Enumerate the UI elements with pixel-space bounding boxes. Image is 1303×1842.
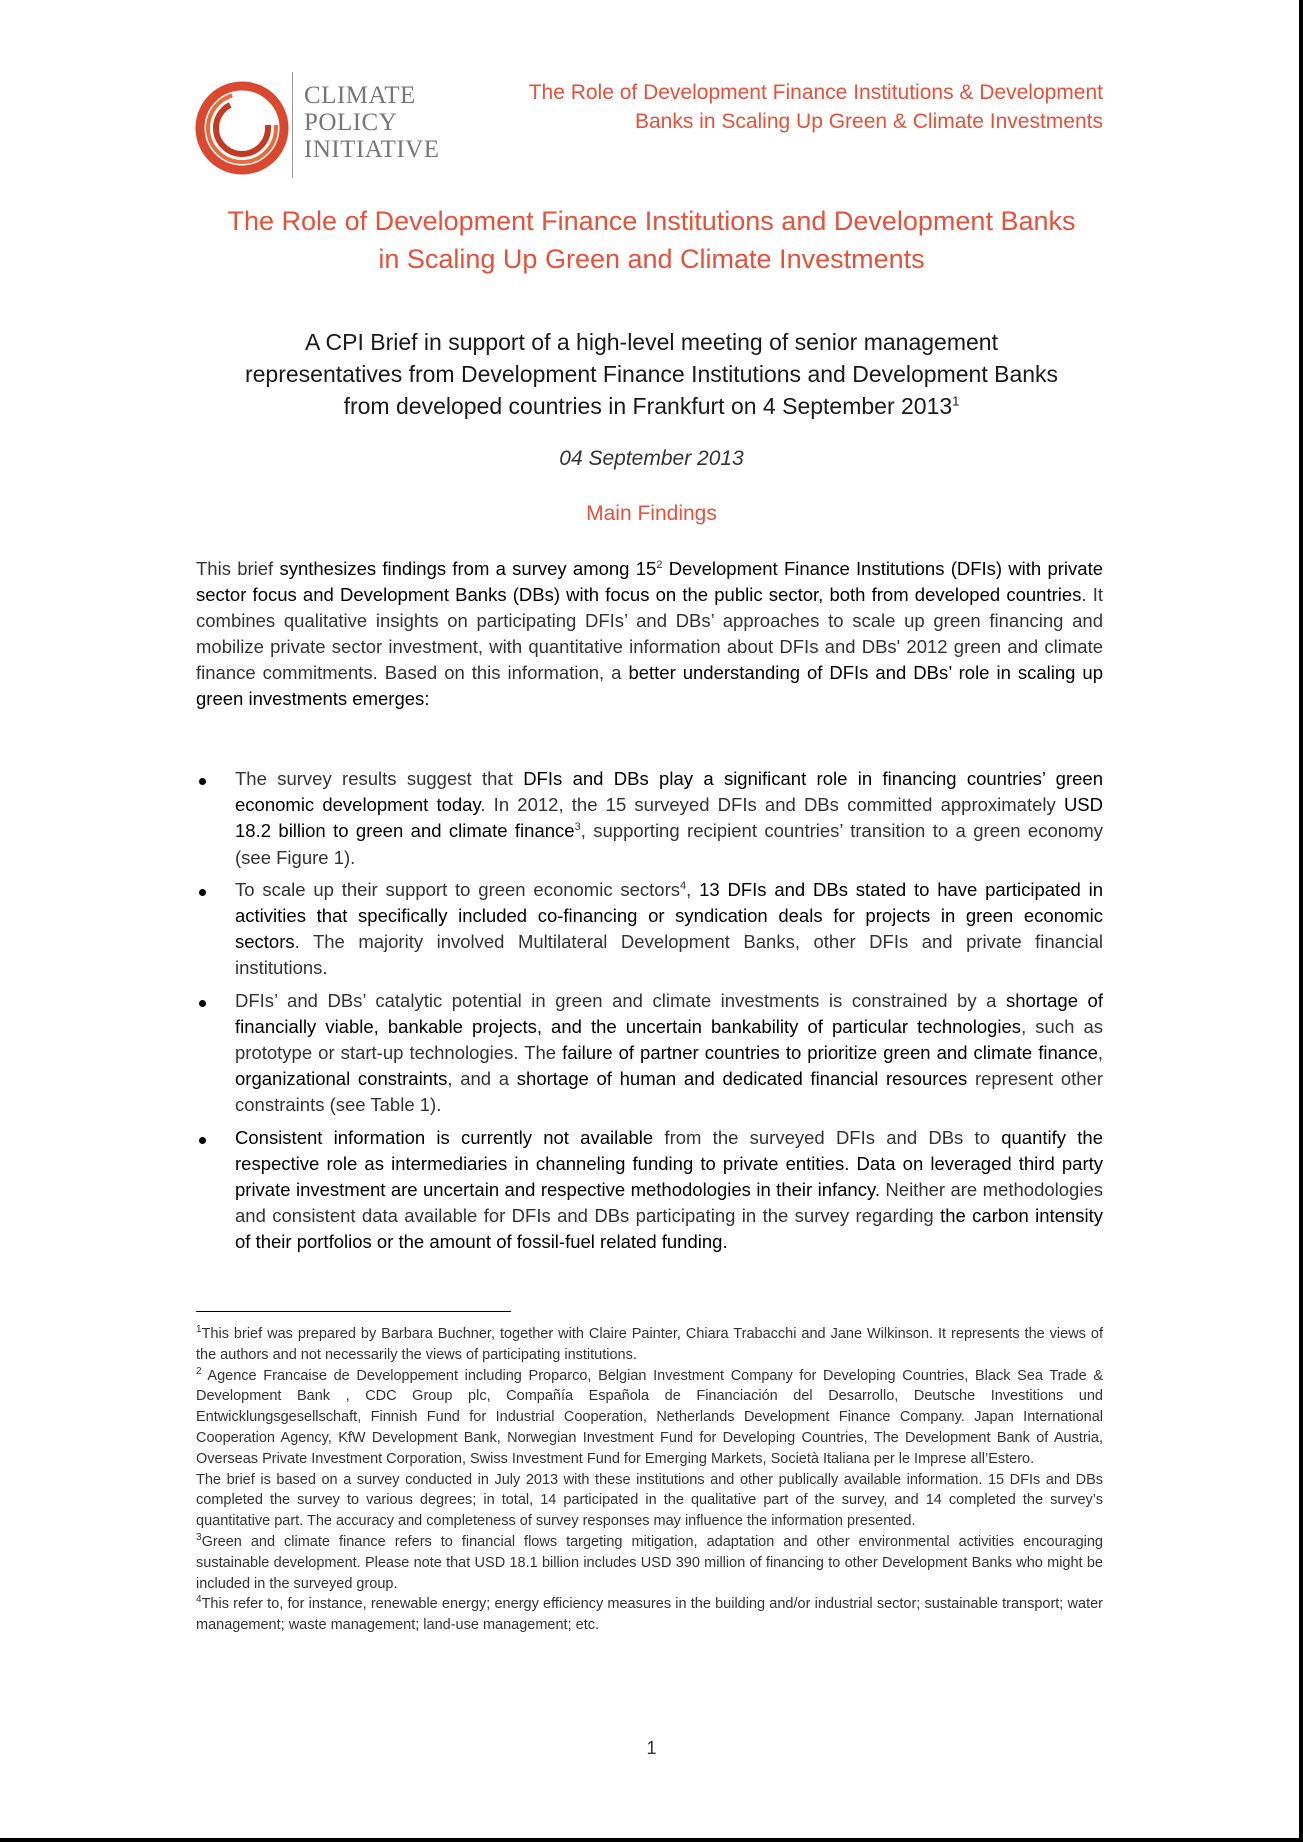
bullet-emphasis: organizational constraints	[235, 1068, 448, 1090]
intro-emphasis: Development Finance Institutions (DFIs) with private sector focus and Development Banks (DBs) with focus on the public sector, both from developed countries	[196, 558, 1103, 605]
logo-line-1: CLIMATE	[304, 82, 416, 109]
footnote-number: 1	[196, 1324, 202, 1336]
bullet-text: The survey results suggest that	[235, 768, 524, 789]
bullet-icon	[199, 778, 206, 785]
footnote-2-continued	[196, 1470, 1103, 1532]
subtitle-line-1: A CPI Brief in support of a high-level meeting of senior management	[305, 329, 998, 355]
footnote-number: 2	[196, 1365, 202, 1377]
bullet-icon	[199, 1137, 206, 1144]
footnote-ref-3[interactable]: 3	[574, 821, 581, 834]
bullet-text: ,	[686, 878, 700, 900]
footnote-number: 3	[196, 1532, 202, 1544]
intro-text: . It combines qualitative insights on participating DFIs’ and DBs’ approaches to scale up green financing and mobilize private sector investment, with quantitative information about DFIs and DBs' 2012 green and climate finance commitments. Based on this information, a	[196, 584, 1103, 683]
bullet-icon	[199, 1000, 206, 1007]
logo-line-2: POLICY	[304, 109, 398, 136]
page-right-border	[1299, 0, 1303, 1842]
list-item	[196, 766, 1103, 871]
list-item	[196, 877, 1103, 982]
list-item	[196, 988, 1103, 1119]
logo-wordmark	[304, 82, 440, 163]
bullet-text: , and a	[447, 1068, 517, 1090]
bullet-emphasis: 13 DFIs and DBs stated to have participated in activities that specifically included co-financing or syndication deals for projects in green economic sectors	[235, 878, 1103, 953]
bullet-emphasis: the carbon intensity of their portfolios or the amount of fossil-fuel related funding.	[235, 1205, 1103, 1253]
page-number: 1	[646, 1738, 657, 1758]
bullet-emphasis: quantify the respective role as intermediaries in channeling funding to private entities. Data on leveraged third party private investment are uncertain and respective methodologies in their infancy.	[235, 1126, 1103, 1201]
bullet-emphasis: USD 18.2 billion to green and climate finance	[235, 794, 1103, 842]
bullet-emphasis: DFIs and DBs play a significant role in financing countries’ green economic development today	[235, 768, 1103, 816]
footnote-text: Agence Francaise de Developpement including Proparco, Belgian Investment Company for Developing Countries, Black Sea Trade & Development Bank , CDC Group plc, Compañía Española de Financiación del Desarrollo, Deutsche Investitions und Entwicklungsgesellschaft, Finnish Fund for Industrial Cooperation, Netherlands Development Finance Company. Japan International Cooperation Agency, KfW Development Bank, Norwegian Investment Fund for Developing Countries, The Development Bank of Austria, Overseas Private Investment Corporation, Swiss Investment Fund for Emerging Markets, Società Italiana per le Imprese all’Estero.	[196, 1367, 1103, 1467]
logo-line-3: INITIATIVE	[304, 136, 440, 163]
subtitle-line-3	[150, 390, 1153, 422]
bullet-text: . In 2012, the 15 surveyed DFIs and DBs committed approximately	[480, 794, 1064, 816]
footnote-divider	[196, 1311, 511, 1312]
cpi-logo	[192, 72, 452, 182]
running-header-line-2: Banks in Scaling Up Green & Climate Investments	[634, 110, 1103, 133]
bullet-emphasis: Consistent information is currently not available	[235, 1126, 654, 1148]
title-line-2: in Scaling Up Green and Climate Investments	[378, 244, 925, 274]
document-title	[150, 202, 1153, 278]
findings-list	[196, 766, 1103, 1262]
bullet-text: . The majority involved Multilateral Development Banks, other DFIs and private financial institutions.	[235, 931, 1103, 979]
footnote-1	[196, 1324, 1103, 1366]
title-line-1: The Role of Development Finance Institutions and Development Banks	[227, 206, 1076, 236]
logo-divider	[292, 72, 293, 178]
footnote-ref-4[interactable]: 4	[680, 879, 687, 892]
section-heading-main-findings: Main Findings	[586, 502, 717, 525]
page-bottom-border	[0, 1838, 1303, 1842]
intro-text: This brief	[196, 558, 280, 579]
bullet-text: ,	[1097, 1042, 1103, 1064]
bullet-text: To scale up their support to green economic sectors	[235, 878, 681, 900]
bullet-text: represent other constraints (see Table 1).	[235, 1068, 1103, 1116]
cpi-ring-icon	[192, 76, 292, 176]
footnote-text: Green and climate finance refers to financial flows targeting mitigation, adaptation and other environmental activities encouraging sustainable development. Please note that USD 18.1 billion includes USD 390 million of financing to other Development Banks who might be included in the surveyed group.	[196, 1533, 1103, 1592]
bullet-text: , supporting recipient countries’ transition to a green economy (see Figure 1).	[235, 820, 1103, 868]
intro-emphasis: better understanding of DFIs and DBs’ role in scaling up green investments emerges:	[196, 662, 1103, 709]
footnote-ref-1[interactable]: 1	[952, 393, 960, 409]
bullet-text: from the surveyed DFIs and DBs to	[653, 1126, 1002, 1148]
bullet-emphasis: shortage of human and dedicated financial resources	[516, 1068, 968, 1090]
bullet-emphasis: shortage of financially viable, bankable projects, and the uncertain bankability of particular technologies	[235, 989, 1103, 1037]
bullet-text: Neither are methodologies and consistent data available for DFIs and DBs participating in the survey regarding	[235, 1179, 1103, 1227]
footnote-3	[196, 1532, 1103, 1594]
footnote-4	[196, 1594, 1103, 1636]
intro-paragraph	[196, 556, 1103, 712]
footnote-text: This brief was prepared by Barbara Buchner, together with Claire Painter, Chiara Trabacchi and Jane Wilkinson. It represents the views of the authors and not necessarily the views of participating institutions.	[196, 1326, 1103, 1363]
bullet-text: DFIs’ and DBs’ catalytic potential in green and climate investments is constrained by a	[235, 989, 1006, 1011]
bullet-emphasis: failure of partner countries to prioritize green and climate finance	[562, 1042, 1098, 1064]
footnote-text: This refer to, for instance, renewable energy; energy efficiency measures in the building and/or industrial sector; sustainable transport; water management; waste management; land-use management; etc.	[196, 1596, 1103, 1634]
running-header	[423, 78, 1103, 136]
intro-emphasis: synthesizes findings from a survey among 15	[279, 558, 657, 579]
footnotes	[196, 1324, 1103, 1636]
footnote-ref-2[interactable]: 2	[656, 558, 663, 571]
subtitle-line-2: representatives from Development Finance Institutions and Development Banks	[244, 361, 1059, 387]
bullet-text: , such as prototype or start-up technologies. The	[235, 1015, 1103, 1064]
document-date: 04 September 2013	[559, 447, 744, 470]
footnote-text: The brief is based on a survey conducted in July 2013 with these institutions and other publically available information. 15 DFIs and DBs completed the survey to various degrees; in total, 14 participated in the qualitative part of the survey, and 14 completed the survey’s quantitative part. The accuracy and completeness of survey responses may influence the information presented.	[196, 1471, 1103, 1530]
footnote-2	[196, 1366, 1103, 1470]
running-header-line-1: The Role of Development Finance Institutions & Development	[528, 81, 1103, 104]
footnote-number: 4	[196, 1594, 202, 1606]
document-subtitle	[150, 326, 1153, 422]
list-item	[196, 1125, 1103, 1256]
subtitle-line-3-text: from developed countries in Frankfurt on 4 September 2013	[343, 393, 953, 419]
bullet-icon	[199, 889, 206, 896]
